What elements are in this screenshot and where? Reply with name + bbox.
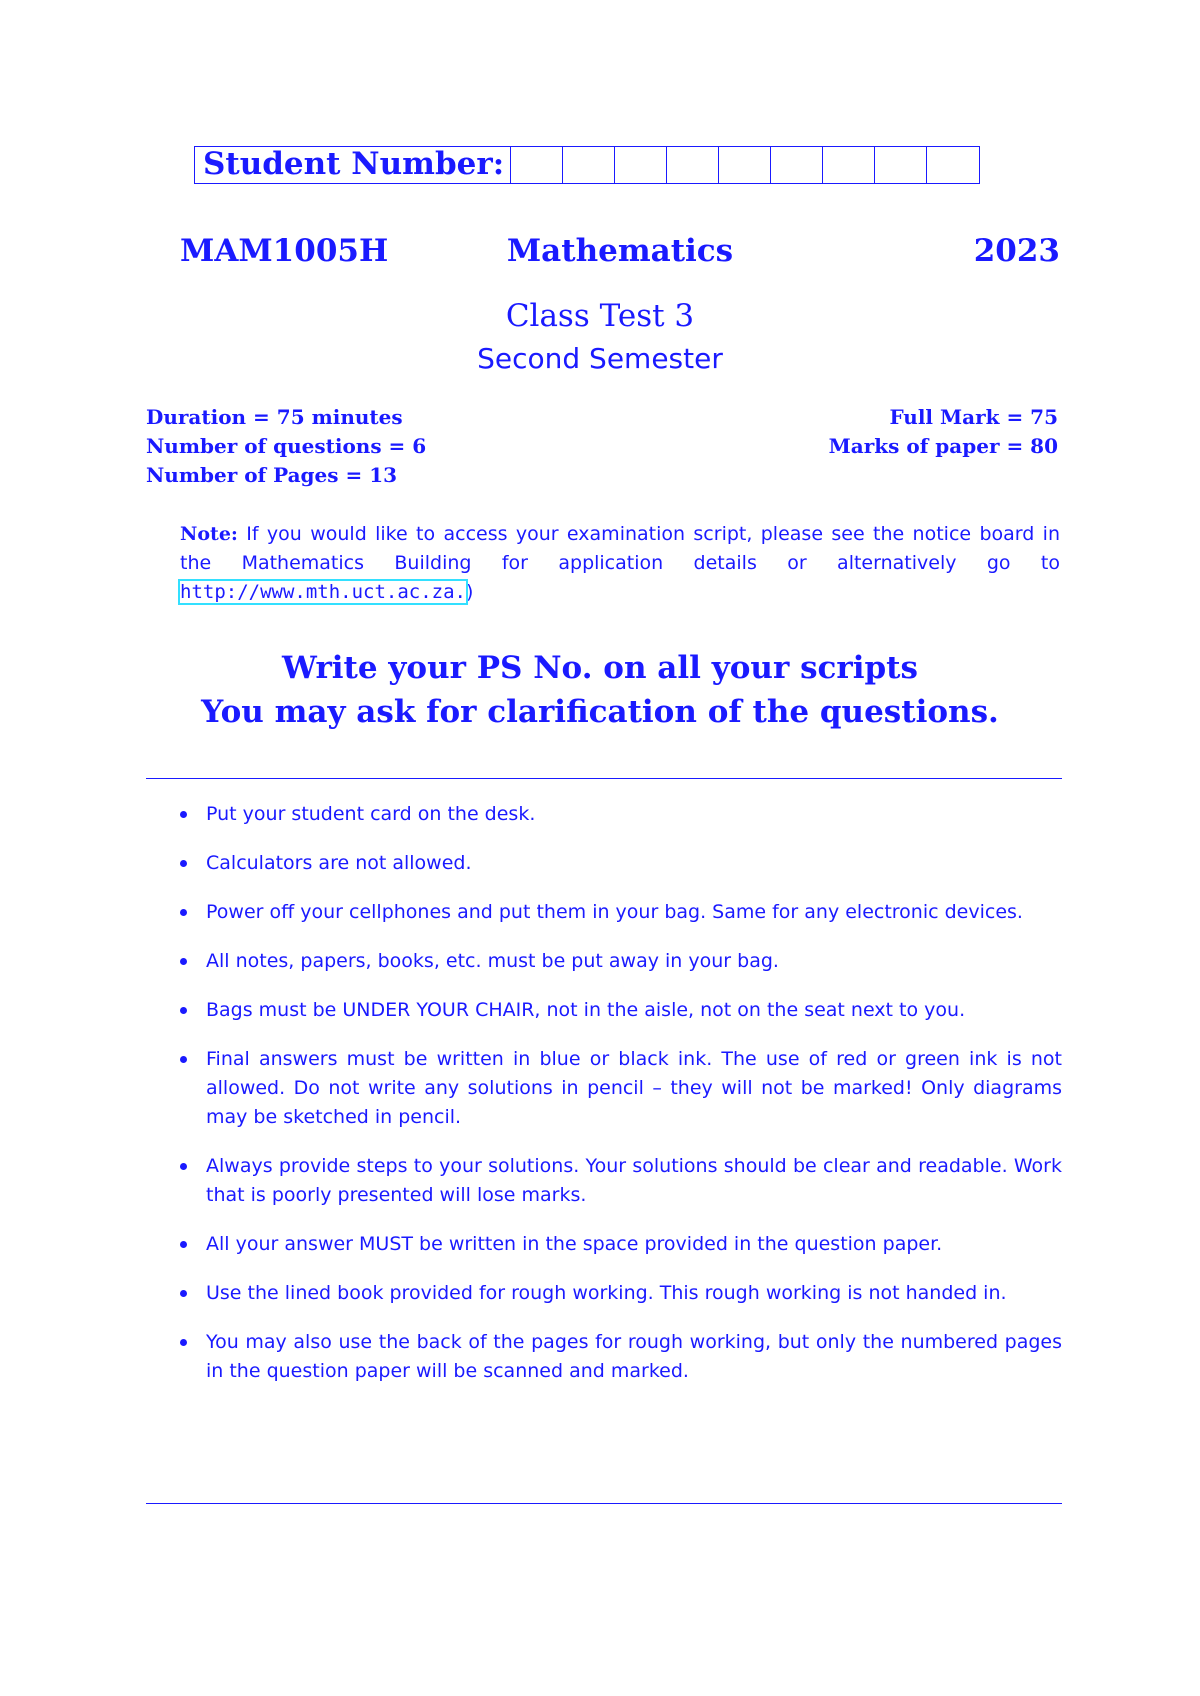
rule-text: Calculators are not allowed.	[206, 852, 472, 874]
number-of-pages: Number of Pages = 13	[146, 463, 398, 487]
full-mark: Full Mark = 75	[889, 405, 1058, 429]
rule-text: All notes, papers, books, etc. must be put away in your bag.	[206, 950, 779, 972]
student-number-cell[interactable]	[511, 147, 563, 183]
duration: Duration = 75 minutes	[146, 405, 403, 429]
rule-text: Final answers must be written in blue or black ink. The use of red or green ink is not allowed. Do not write any solutions in pencil – they will not be marked! Only diagrams may be sketched in pencil.	[206, 1048, 1062, 1128]
bullet-icon	[180, 1056, 187, 1063]
marks-of-paper: Marks of paper = 80	[828, 434, 1058, 458]
rule-text: Always provide steps to your solutions. Your solutions should be clear and readable. Work that is poorly presented will lose marks.	[206, 1155, 1062, 1206]
rule-text: All your answer MUST be written in the space provided in the question paper.	[206, 1233, 943, 1255]
student-number-label: Student Number:	[195, 147, 511, 183]
test-subtitle: Second Semester	[477, 342, 723, 375]
rule-text: You may also use the back of the pages for rough working, but only the numbered pages in the question paper will be scanned and marked.	[206, 1331, 1062, 1382]
list-item	[178, 1328, 1062, 1386]
rule-text: Bags must be UNDER YOUR CHAIR, not in the aisle, not on the seat next to you.	[206, 999, 966, 1021]
list-item	[178, 800, 1062, 829]
student-number-cell[interactable]	[615, 147, 667, 183]
bullet-icon	[180, 1007, 187, 1014]
exam-rules-list	[178, 800, 1062, 1406]
rule-text: Use the lined book provided for rough working. This rough working is not handed in.	[206, 1282, 1007, 1304]
note-label: Note:	[180, 523, 238, 545]
instruction-ps-number: Write your PS No. on all your scripts	[282, 650, 918, 686]
bullet-icon	[180, 1290, 187, 1297]
bullet-icon	[180, 1339, 187, 1346]
exam-info-right	[829, 403, 1058, 461]
student-number-cell[interactable]	[875, 147, 927, 183]
bullet-icon	[180, 909, 187, 916]
course-year: 2023	[973, 233, 1060, 269]
list-item	[178, 1045, 1062, 1132]
student-number-cell[interactable]	[667, 147, 719, 183]
student-number-box	[194, 146, 980, 184]
bullet-icon	[180, 1241, 187, 1248]
rule-text: Put your student card on the desk.	[206, 803, 536, 825]
list-item	[178, 1230, 1062, 1259]
rule-text: Power off your cellphones and put them in your bag. Same for any electronic devices.	[206, 901, 1023, 923]
bullet-icon	[180, 958, 187, 965]
student-number-cell[interactable]	[563, 147, 615, 183]
student-number-cell[interactable]	[771, 147, 823, 183]
test-title: Class Test 3	[505, 298, 695, 334]
list-item	[178, 849, 1062, 878]
website-link[interactable]: http://www.mth.uct.ac.za.	[180, 581, 466, 603]
course-code: MAM1005H	[180, 233, 389, 269]
list-item	[178, 996, 1062, 1025]
student-number-cell[interactable]	[823, 147, 875, 183]
number-of-questions: Number of questions = 6	[146, 434, 427, 458]
course-header	[180, 233, 1060, 277]
instruction-clarification: You may ask for clarification of the questions.	[201, 694, 999, 730]
student-number-cell[interactable]	[927, 147, 979, 183]
bullet-icon	[180, 811, 187, 818]
list-item	[178, 898, 1062, 927]
exam-info-left	[146, 403, 426, 490]
note-paragraph	[180, 520, 1060, 607]
divider-top	[146, 778, 1062, 779]
list-item	[178, 1152, 1062, 1210]
divider-bottom	[146, 1503, 1062, 1504]
bullet-icon	[180, 1163, 187, 1170]
bullet-icon	[180, 860, 187, 867]
student-number-cell[interactable]	[719, 147, 771, 183]
note-close-paren: )	[465, 581, 474, 603]
course-name: Mathematics	[506, 233, 734, 269]
note-text: If you would like to access your examination script, please see the notice board in the Mathematics Building for application details or alternatively go to	[180, 523, 1060, 574]
list-item	[178, 947, 1062, 976]
list-item	[178, 1279, 1062, 1308]
